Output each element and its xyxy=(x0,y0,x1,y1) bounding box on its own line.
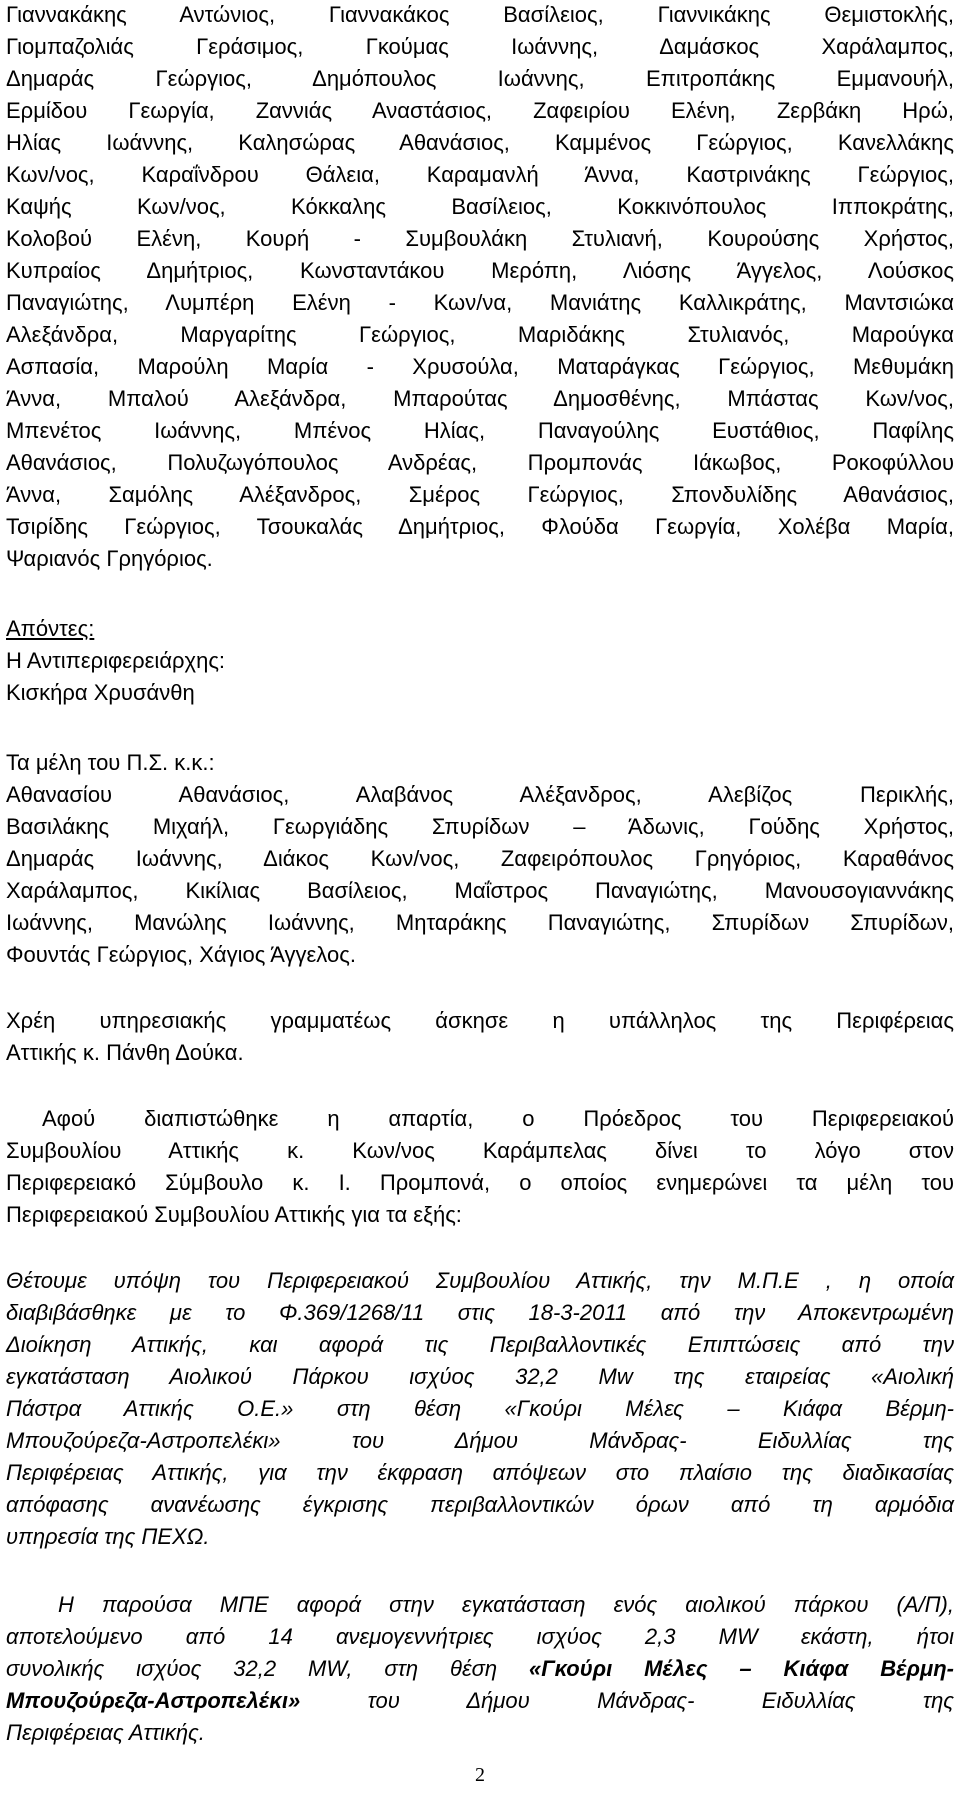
quorum-line: Συμβουλίου Αττικής κ. Κων/νος Καράμπελας δίνει το λόγο στον xyxy=(6,1138,954,1163)
committee-line: Δημαράς Ιωάννης, Διάκος Κων/νος, Ζαφειρόπουλος Γρηγόριος, Καραθάνος xyxy=(6,846,954,871)
attendees-line: Άννα, Μπαλού Αλεξάνδρα, Μπαρούτας Δημοσθένης, Μπάστας Κων/νος, xyxy=(6,386,954,411)
committee-line: Αθανασίου Αθανάσιος, Αλαβάνος Αλέξανδρος, Αλεβίζος Περικλής, xyxy=(6,782,954,807)
attendees-line: Τσιρίδης Γεώργιος, Τσουκαλάς Δημήτριος, Φλούδα Γεωργία, Χολέβα Μαρία, xyxy=(6,514,954,539)
committee-heading: Τα μέλη του Π.Σ. κ.κ.: xyxy=(6,750,215,775)
committee-line: Φουντάς Γεώργιος, Χάγιος Άγγελος. xyxy=(6,942,356,967)
quorum-line: Περιφερειακού Συμβουλίου Αττικής για τα εξής: xyxy=(6,1202,462,1227)
attendees-line: Καψής Κων/νος, Κόκκαλης Βασίλειος, Κοκκινόπουλος Ιπποκράτης, xyxy=(6,194,954,219)
committee-line: Βασιλάκης Μιχαήλ, Γεωργιάδης Σπυρίδων – Άδωνις, Γούδης Χρήστος, xyxy=(6,814,954,839)
absent-role: Η Αντιπεριφερειάρχης: xyxy=(6,648,226,673)
subject-line: Πάστρα Αττικής Ο.Ε.» στη θέση «Γκούρι Μέλες – Κιάφα Βέρμη- xyxy=(6,1396,954,1421)
attendees-line: Ηλίας Ιωάννης, Καλησώρας Αθανάσιος, Καμμένος Γεώργιος, Κανελλάκης xyxy=(6,130,954,155)
attendees-line: Γιομπαζολιάς Γεράσιμος, Γκούμας Ιωάννης, Δαμάσκος Χαράλαμπος, xyxy=(6,34,954,59)
attendees-line: Αθανάσιος, Πολυζωγόπουλος Ανδρέας, Προμπονάς Ιάκωβος, Ροκοφύλλου xyxy=(6,450,954,475)
subject-line: Περιφέρειας Αττικής, για την έκφραση απόψεων στο πλαίσιο της διαδικασίας xyxy=(6,1460,954,1485)
attendees-line: Κων/νος, Καραΐνδρου Θάλεια, Καραμανλή Άννα, Καστρινάκης Γεώργιος, xyxy=(6,162,954,187)
secretary-line: Αττικής κ. Πάνθη Δούκα. xyxy=(6,1040,244,1065)
attendees-line: Ψαριανός Γρηγόριος. xyxy=(6,546,213,571)
subject-line: διαβιβάσθηκε με το Φ.369/1268/11 στις 18-3-2011 από την Αποκεντρωμένη xyxy=(6,1300,954,1325)
committee-line: Χαράλαμπος, Κικίλιας Βασίλειος, Μαΐστρος Παναγιώτης, Μανουσογιαννάκης xyxy=(6,878,954,903)
attendees-line: Μπενέτος Ιωάννης, Μπένος Ηλίας, Παναγούλης Ευστάθιος, Παφίλης xyxy=(6,418,954,443)
attendees-line: Αλεξάνδρα, Μαργαρίτης Γεώργιος, Μαριδάκης Στυλιανός, Μαρούγκα xyxy=(6,322,954,347)
location-name-bold: Μπουζούρεζα-Αστροπελέκι» xyxy=(6,1688,301,1713)
page-number: 2 xyxy=(475,1764,485,1786)
description-line xyxy=(6,1654,954,1684)
description-text: του Δήμου Μάνδρας- Ειδυλλίας της xyxy=(300,1688,954,1713)
attendees-line: Άννα, Σαμόλης Αλέξανδρος, Σμέρος Γεώργιος, Σπονδυλίδης Αθανάσιος, xyxy=(6,482,954,507)
description-text: συνολικής ισχύος 32,2 MW, στη θέση xyxy=(6,1656,530,1681)
subject-line: εγκατάσταση Αιολικού Πάρκου ισχύος 32,2 Mw της εταιρείας «Αιολική xyxy=(6,1364,954,1389)
attendees-line: Γιαννακάκης Αντώνιος, Γιαννακάκος Βασίλειος, Γιαννικάκης Θεμιστοκλής, xyxy=(6,2,954,27)
description-line: Περιφέρειας Αττικής. xyxy=(6,1720,205,1745)
location-name-bold: «Γκούρι Μέλες – Κιάφα Βέρμη- xyxy=(529,1656,955,1681)
description-line: αποτελούμενο από 14 ανεμογεννήτριες ισχύος 2,3 MW εκάστη, ήτοι xyxy=(6,1624,954,1649)
attendees-line: Ασπασία, Μαρούλη Μαρία - Χρυσούλα, Ματαράγκας Γεώργιος, Μεθυμάκη xyxy=(6,354,954,379)
quorum-line: Αφού διαπιστώθηκε η απαρτία, ο Πρόεδρος του Περιφερειακού xyxy=(42,1106,954,1131)
absent-name: Κισκήρα Χρυσάνθη xyxy=(6,680,195,705)
description-line: Η παρούσα ΜΠΕ αφορά στην εγκατάσταση ενός αιολικού πάρκου (Α/Π), xyxy=(58,1592,954,1617)
committee-line: Ιωάννης, Μανώλης Ιωάννης, Μηταράκης Παναγιώτης, Σπυρίδων Σπυρίδων, xyxy=(6,910,954,935)
subject-line: Θέτουμε υπόψη του Περιφερειακού Συμβουλίου Αττικής, την Μ.Π.Ε , η οποία xyxy=(6,1268,954,1293)
subject-line: απόφασης ανανέωσης έγκρισης περιβαλλοντικών όρων από τη αρμόδια xyxy=(6,1492,954,1517)
quorum-line: Περιφερειακό Σύμβουλο κ. Ι. Προμπονά, ο οποίος ενημερώνει τα μέλη του xyxy=(6,1170,954,1195)
absent-heading: Απόντες: xyxy=(6,616,95,641)
attendees-line: Κολοβού Ελένη, Κουρή - Συμβουλάκη Στυλιανή, Κουρούσης Χρήστος, xyxy=(6,226,954,251)
attendees-line: Ερμίδου Γεωργία, Ζαννιάς Αναστάσιος, Ζαφειρίου Ελένη, Ζερβάκη Ηρώ, xyxy=(6,98,954,123)
attendees-line: Δημαράς Γεώργιος, Δημόπουλος Ιωάννης, Επιτροπάκης Εμμανουήλ, xyxy=(6,66,954,91)
attendees-line: Κυπραίος Δημήτριος, Κωνσταντάκου Μερόπη, Λιόσης Άγγελος, Λούσκος xyxy=(6,258,954,283)
description-line xyxy=(6,1686,954,1716)
subject-line: Μπουζούρεζα-Αστροπελέκι» του Δήμου Μάνδρας- Ειδυλλίας της xyxy=(6,1428,954,1453)
subject-line: Διοίκηση Αττικής, και αφορά τις Περιβαλλοντικές Επιπτώσεις από την xyxy=(6,1332,954,1357)
subject-line: υπηρεσία της ΠΕΧΩ. xyxy=(6,1524,210,1549)
attendees-line: Παναγιώτης, Λυμπέρη Ελένη - Κων/να, Μανιάτης Καλλικράτης, Μαντσιώκα xyxy=(6,290,954,315)
secretary-line: Χρέη υπηρεσιακής γραμματέως άσκησε η υπάλληλος της Περιφέρειας xyxy=(6,1008,954,1033)
